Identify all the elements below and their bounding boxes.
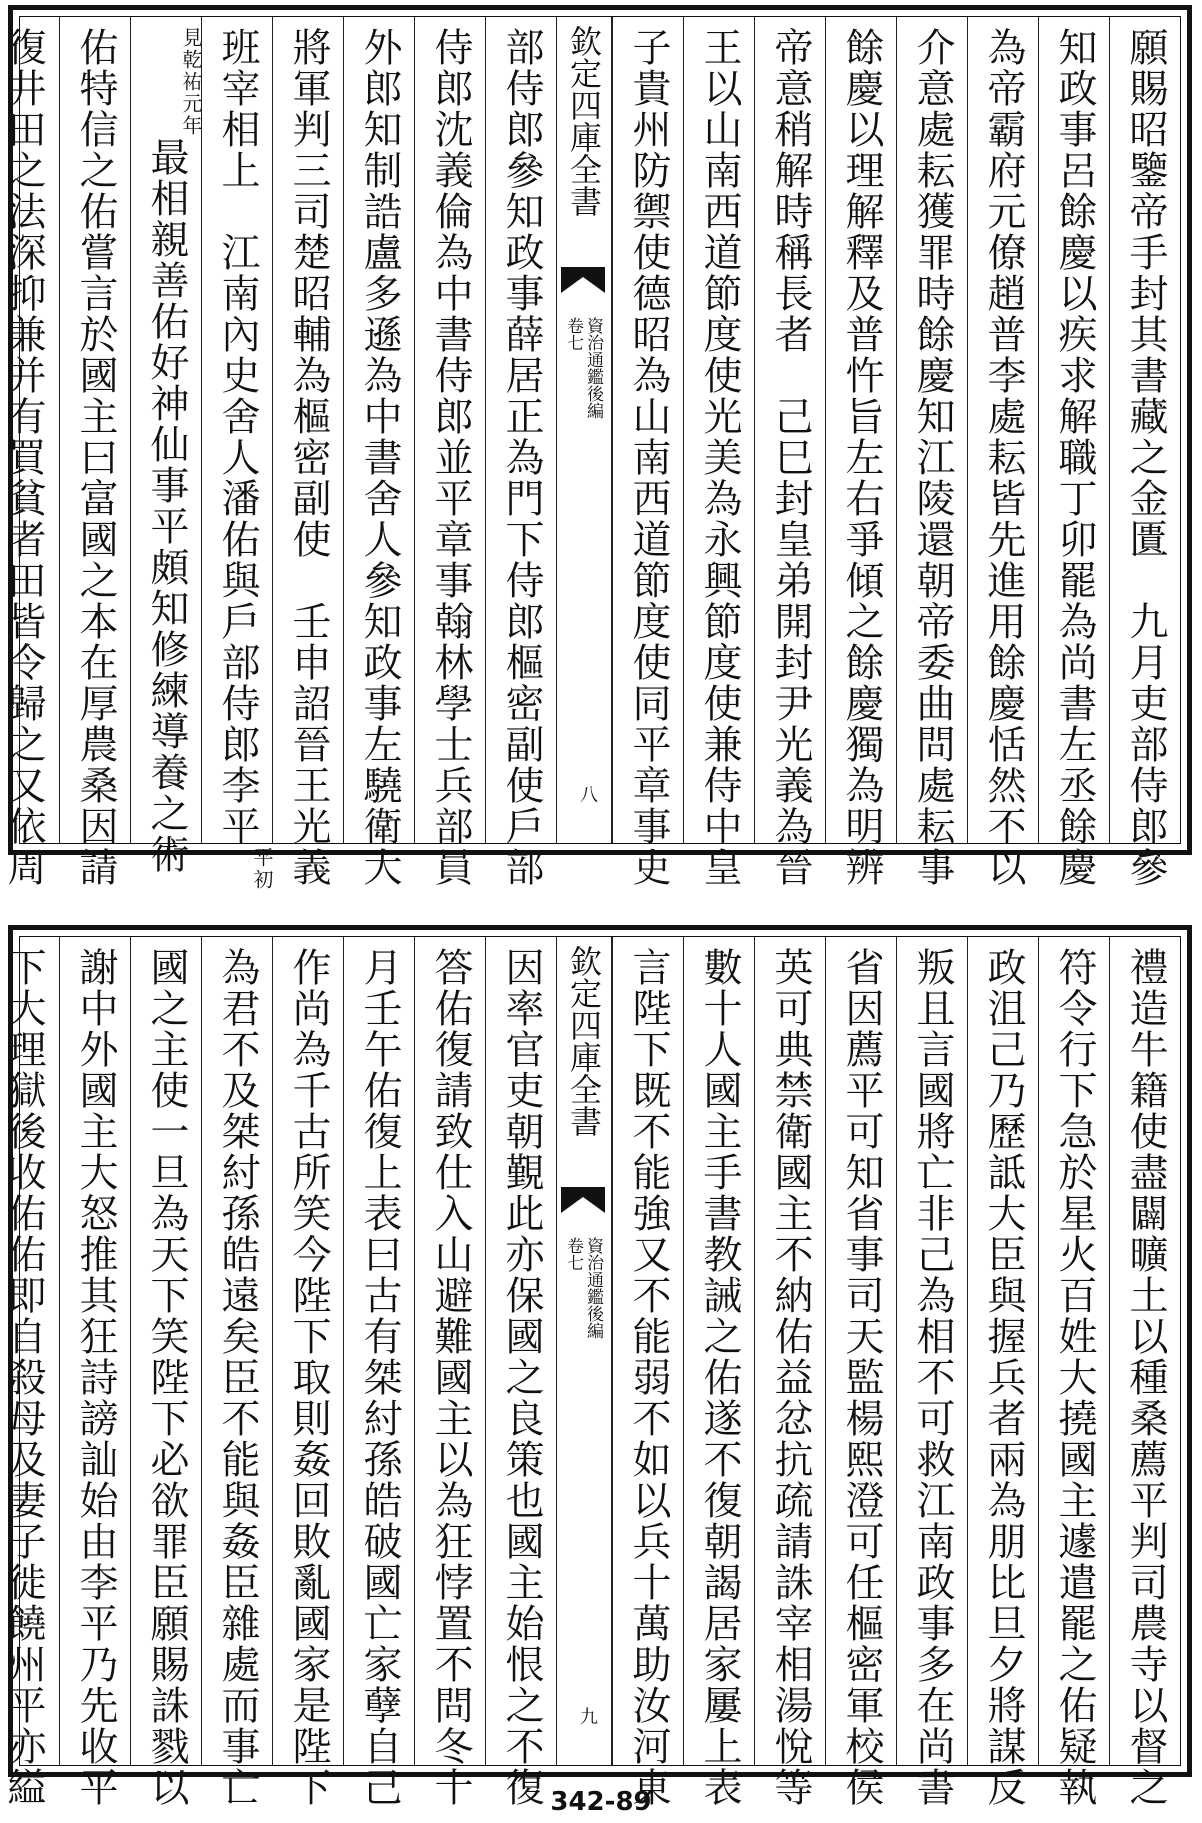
- text-column: [485, 937, 556, 1808]
- column-text: 願賜昭鑒帝手封其書藏之金匱 九月吏部侍郎參: [1123, 27, 1168, 888]
- volume-label: 卷七: [563, 317, 583, 351]
- column-text: 為帝霸府元僚趙普李處耘皆先進用餘慶恬然不以: [981, 27, 1026, 888]
- column-text: 國之主使一旦為天下笑陛下必欲罪臣願賜誅戮以: [144, 947, 189, 1808]
- fishtail-mark-icon: [561, 267, 605, 293]
- column-text: 謝中外國主大怒推其狂詩謗訕始由李平乃先收平: [73, 947, 118, 1808]
- text-column: [0, 937, 59, 1808]
- column-text: 帝意稍解時稱長者 己巳封皇弟開封尹光義為晉: [768, 27, 813, 888]
- text-column: [1038, 937, 1109, 1808]
- text-column: [0, 17, 59, 888]
- text-column: [414, 937, 485, 1808]
- column-text: 答佑復請致仕入山避難國主以為狂悖置不問冬十: [428, 947, 473, 1808]
- column-text: 侍郎沈義倫為中書侍郎並平章事翰林學士兵部員: [428, 27, 473, 888]
- text-column: [1038, 17, 1109, 888]
- column-text: 子貴州防禦使德昭為山南西道節度使同平章事吏: [626, 27, 671, 888]
- text-column: [130, 17, 203, 875]
- center-strip: [556, 937, 612, 1765]
- column-text: 禮造牛籍使盡闢曠土以種桑薦平判司農寺以督之: [1123, 947, 1168, 1808]
- text-column: [201, 17, 274, 891]
- column-text: 復井田之法深抑兼并有買貧者田皆令歸之又依周: [1, 27, 46, 888]
- column-text: 英可典禁衛國主不納佑益忿抗疏請誅宰相湯悅等: [768, 947, 813, 1808]
- text-column: [896, 17, 967, 888]
- work-title: 資治通鑑後編: [583, 1237, 603, 1339]
- fishtail-mark-icon: [561, 1187, 605, 1213]
- text-column: [896, 937, 967, 1808]
- text-column: [414, 17, 485, 888]
- text-column: [272, 17, 343, 888]
- text-column: [1109, 17, 1180, 888]
- column-text: 介意處耘獲罪時餘慶知江陵還朝帝委曲問處耘事: [910, 27, 955, 888]
- column-text: [131, 17, 203, 875]
- annotation-note: 平初: [250, 847, 274, 891]
- column-text: 外郎知制誥盧多遜為中書舍人參知政事左驍衛大: [357, 27, 402, 888]
- column-text: 佑特信之佑嘗言於國主曰富國之本在厚農桑因請: [73, 27, 118, 888]
- book-title: 欽定四庫全書: [565, 945, 603, 1137]
- annotation-note: 元年: [179, 93, 203, 137]
- upper-page-frame: [1, 16, 1181, 891]
- book-title: 欽定四庫全書: [565, 25, 603, 217]
- column-text: 下大理獄後收佑佑即自殺母及妻子徙饒州平亦縊: [1, 947, 46, 1808]
- column-text: 言陛下既不能強又不能弱不如以兵十萬助汝河東: [626, 947, 671, 1808]
- column-text: 作尚為千古所笑今陛下取則姦回敗亂國家是陛下: [286, 947, 331, 1808]
- column-text: [202, 17, 274, 891]
- text-column: [754, 17, 825, 888]
- text-column: [967, 17, 1038, 888]
- column-text: 省因薦平可知省事司天監楊熙澄可任樞密軍校侯: [839, 947, 884, 1808]
- column-text: 叛且言國將亡非己為相不可救江南政事多在尚書: [910, 947, 955, 1808]
- text-column: [343, 937, 414, 1808]
- catalog-number: 342-89: [550, 1787, 652, 1817]
- text-column: [612, 17, 683, 888]
- volume-label: 卷七: [563, 1237, 583, 1271]
- text-column: [59, 937, 130, 1808]
- annotation-note: 見乾祐: [179, 27, 203, 93]
- text-column: [825, 937, 896, 1808]
- column-text: 數十人國主手書教誡之佑遂不復朝謁居家屢上表: [697, 947, 742, 1808]
- text-column: [272, 937, 343, 1808]
- column-text: 將軍判三司楚昭輔為樞密副使 壬申詔晉王光義: [286, 27, 331, 888]
- text-column: [683, 17, 754, 888]
- main-text: 班宰相上 江南內史舍人潘佑與戶部侍郎李平: [215, 27, 260, 847]
- column-text: 因率官吏朝覲此亦保國之良策也國主始恨之不復: [499, 947, 544, 1808]
- text-column: [754, 937, 825, 1808]
- column-text: 知政事呂餘慶以疾求解職丁卯罷為尚書左丞餘慶: [1052, 27, 1097, 888]
- text-column: [967, 937, 1038, 1808]
- column-text: 部侍郎參知政事薛居正為門下侍郎樞密副使戶部: [499, 27, 544, 888]
- text-column: [59, 17, 130, 888]
- page-number: 九: [577, 1707, 598, 1725]
- work-title: 資治通鑑後編: [583, 317, 603, 419]
- column-text: 王以山南西道節度使光美為永興節度使兼侍中皇: [697, 27, 742, 888]
- column-text: 符令行下急於星火百姓大撓國主遽遣罷之佑疑執: [1052, 947, 1097, 1808]
- upper-columns: [1, 17, 1180, 891]
- text-column: [825, 17, 896, 888]
- column-text: 餘慶以理解釋及普忤旨左右爭傾之餘慶獨為明辨: [839, 27, 884, 888]
- text-column: [130, 937, 201, 1808]
- text-column: [201, 937, 272, 1808]
- column-text: 為君不及桀紂孫皓遠矣臣不能與姦臣雜處而事亡: [215, 947, 260, 1808]
- text-column: [683, 937, 754, 1808]
- center-strip: [556, 17, 612, 843]
- column-text: 政沮己乃歷詆大臣與握兵者兩為朋比旦夕將謀反: [981, 947, 1026, 1808]
- main-text: 最相親善佑好神仙事平頗知修練導養之術: [144, 137, 189, 875]
- upper-page: [1, 5, 1192, 891]
- text-column: [612, 937, 683, 1808]
- text-column: [485, 17, 556, 888]
- text-column: [1109, 937, 1180, 1808]
- page-number: 八: [577, 785, 598, 803]
- text-column: [343, 17, 414, 888]
- column-text: 月壬午佑復上表曰古有桀紂孫皓破國亡家孽自己: [357, 947, 402, 1808]
